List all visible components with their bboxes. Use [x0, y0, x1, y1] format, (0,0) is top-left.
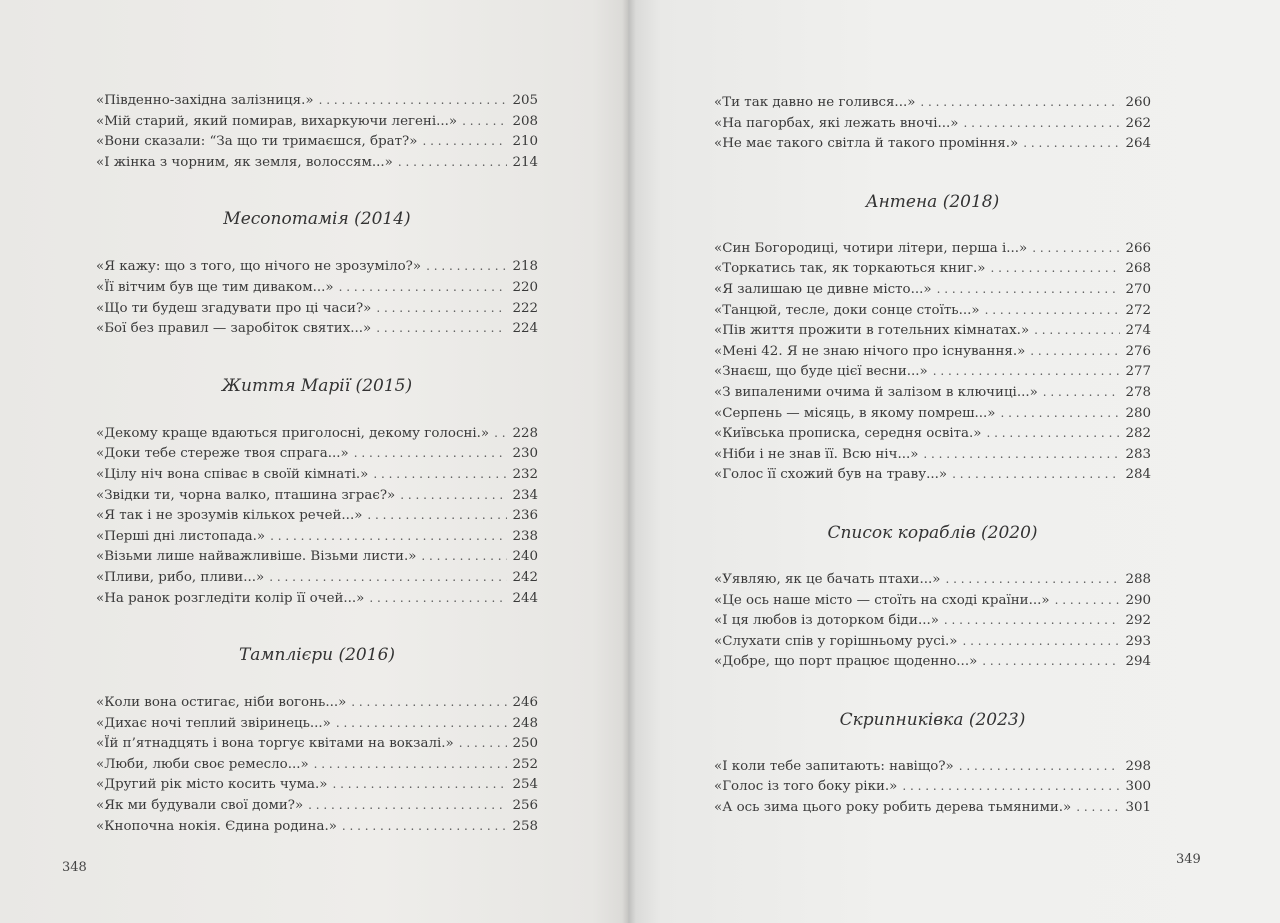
toc-entry	[96, 795, 538, 816]
entry-title: «Серпень — місяць, в якому помреш...»	[714, 405, 996, 421]
spacer	[714, 672, 1151, 709]
entry-page-number: 268	[1125, 261, 1151, 277]
dot-leader	[400, 485, 507, 506]
toc-entry	[714, 464, 1151, 485]
entry-page-number: 238	[512, 528, 538, 544]
entry-page-number: 272	[1125, 302, 1151, 318]
toc-entry	[96, 152, 538, 173]
toc-entry	[714, 797, 1151, 818]
entry-title: «Її вітчим був ще тим диваком...»	[96, 279, 334, 295]
dot-leader	[1023, 133, 1120, 154]
toc-entry	[96, 256, 538, 277]
entry-title: «Перші дні листопада.»	[96, 528, 266, 544]
entry-page-number: 224	[512, 321, 538, 337]
entry-title: «Їй п’ятнадцять і вона торгує квітами на вокзалі.»	[96, 736, 454, 752]
toc-entry	[96, 546, 538, 567]
entry-title: «І коли тебе запитають: навіщо?»	[714, 758, 954, 774]
toc-entry	[96, 464, 538, 485]
section-title: Скрипниківка (2023)	[839, 709, 1026, 730]
entry-title: «Не має такого світла й такого проміння.»	[714, 136, 1019, 152]
entry-title: «Бої без правил — заробіток святих...»	[96, 321, 372, 337]
entry-title: «Люби, люби своє ремесло...»	[96, 756, 309, 772]
dot-leader	[269, 567, 507, 588]
dot-leader	[494, 423, 507, 444]
spacer	[714, 154, 1151, 191]
entry-title: «Мій старий, який помирав, вихаркуючи легені...»	[96, 113, 458, 129]
toc-entry	[96, 131, 538, 152]
entry-title: «Танцюй, тесле, доки сонце стоїть...»	[714, 302, 980, 318]
section-title: Месопотамія (2014)	[223, 209, 411, 230]
toc-entry	[96, 567, 538, 588]
entry-title: «Вони сказали: “За що ти тримаєшся, брат?»	[96, 134, 418, 150]
spacer	[96, 230, 538, 256]
dot-leader	[308, 795, 507, 816]
dot-leader	[336, 713, 508, 734]
entry-page-number: 252	[512, 756, 538, 772]
spacer	[96, 666, 538, 692]
entry-page-number: 266	[1125, 240, 1151, 256]
entry-page-number: 220	[512, 279, 538, 295]
entry-page-number: 248	[512, 715, 538, 731]
dot-leader	[959, 756, 1121, 777]
entry-page-number: 242	[512, 569, 538, 585]
spacer	[96, 608, 538, 644]
section-title: Життя Марії (2015)	[221, 375, 413, 396]
toc-entry	[96, 692, 538, 713]
toc-entry	[96, 733, 538, 754]
right-page	[628, 0, 1280, 923]
toc-entry	[714, 631, 1151, 652]
book-gutter	[622, 0, 636, 923]
entry-page-number: 283	[1125, 446, 1151, 462]
dot-leader	[945, 569, 1120, 590]
dot-leader	[1030, 341, 1120, 362]
entry-page-number: 230	[512, 446, 538, 462]
entry-title: «Син Богородиці, чотири літери, перша і...»	[714, 240, 1028, 256]
dot-leader	[369, 588, 507, 609]
entry-title: «Це ось наше місто — стоїть на сході країни...»	[714, 592, 1050, 608]
entry-page-number: 288	[1125, 571, 1151, 587]
dot-leader	[1001, 403, 1121, 424]
entry-title: «Звідки ти, чорна валко, пташина зграє?»	[96, 487, 396, 503]
entry-page-number: 298	[1125, 758, 1151, 774]
entry-page-number: 290	[1125, 592, 1151, 608]
toc-entry	[714, 651, 1151, 672]
toc-entry	[714, 444, 1151, 465]
toc-entry	[96, 713, 538, 734]
entry-title: «Як ми будували свої доми?»	[96, 798, 304, 814]
dot-leader	[1043, 382, 1121, 403]
entry-title: «Кнопочна нокія. Єдина родина.»	[96, 818, 337, 834]
entry-title: «Візьми лише найважливіше. Візьми листи.»	[96, 549, 417, 565]
dot-leader	[314, 754, 508, 775]
spacer	[714, 485, 1151, 522]
toc-entry	[714, 238, 1151, 259]
entry-title: «Декому краще вдаються приголосні, декому голосні.»	[96, 425, 490, 441]
entry-page-number: 264	[1125, 136, 1151, 152]
entry-page-number: 234	[512, 487, 538, 503]
left-page-number: 348	[62, 860, 87, 875]
toc-entry	[96, 754, 538, 775]
entry-page-number: 292	[1125, 613, 1151, 629]
toc-entry	[96, 816, 538, 837]
dot-leader	[920, 92, 1120, 113]
entry-page-number: 278	[1125, 384, 1151, 400]
entry-page-number: 232	[512, 466, 538, 482]
toc-entry	[96, 298, 538, 319]
entry-page-number: 222	[512, 300, 538, 316]
toc-entry	[714, 279, 1151, 300]
entry-page-number: 256	[512, 798, 538, 814]
entry-page-number: 262	[1125, 115, 1151, 131]
dot-leader	[373, 464, 507, 485]
entry-title: «Пливи, рибо, пливи...»	[96, 569, 265, 585]
toc-entry	[714, 756, 1151, 777]
dot-leader	[422, 131, 507, 152]
right-contents-column	[714, 92, 1151, 818]
dot-leader	[398, 152, 508, 173]
toc-entry	[714, 341, 1151, 362]
dot-leader	[937, 279, 1121, 300]
toc-entry	[714, 403, 1151, 424]
entry-page-number: 282	[1125, 426, 1151, 442]
toc-entry	[714, 569, 1151, 590]
entry-title: «Другий рік місто косить чума.»	[96, 777, 328, 793]
toc-entry	[96, 423, 538, 444]
entry-page-number: 214	[512, 154, 538, 170]
dot-leader	[1076, 797, 1120, 818]
dot-leader	[1032, 238, 1120, 259]
entry-page-number: 284	[1125, 467, 1151, 483]
dot-leader	[923, 444, 1120, 465]
entry-title: «І ця любов із доторком біди...»	[714, 613, 939, 629]
toc-entry	[714, 382, 1151, 403]
toc-entry	[714, 92, 1151, 113]
section-title: Антена (2018)	[865, 191, 1000, 212]
dot-leader	[1034, 320, 1120, 341]
toc-entry	[96, 485, 538, 506]
dot-leader	[421, 546, 507, 567]
dot-leader	[376, 318, 507, 339]
entry-page-number: 240	[512, 549, 538, 565]
entry-title: «Південно-західна залізниця.»	[96, 93, 314, 108]
left-page	[0, 0, 630, 923]
dot-leader	[952, 464, 1120, 485]
dot-leader	[367, 505, 507, 526]
entry-page-number: 274	[1125, 323, 1151, 339]
entry-page-number: 293	[1125, 633, 1151, 649]
entry-page-number: 301	[1125, 800, 1151, 816]
entry-title: «Знаєш, що буде цієї весни...»	[714, 364, 928, 380]
entry-page-number: 218	[512, 259, 538, 275]
left-contents-column	[96, 90, 538, 836]
toc-entry	[714, 320, 1151, 341]
dot-leader	[933, 361, 1121, 382]
entry-page-number: 205	[512, 93, 538, 108]
entry-title: «З випаленими очима й залізом в ключиці...»	[714, 384, 1038, 400]
dot-leader	[990, 258, 1120, 279]
toc-entry	[714, 590, 1151, 611]
entry-title: «Я залишаю це дивне місто...»	[714, 281, 932, 297]
entry-page-number: 300	[1125, 779, 1151, 795]
toc-entry	[96, 774, 538, 795]
toc-entry	[96, 90, 538, 111]
toc-entry	[96, 443, 538, 464]
dot-leader	[944, 610, 1121, 631]
dot-leader	[342, 816, 508, 837]
entry-title: «Київська прописка, середня освіта.»	[714, 426, 982, 442]
dot-leader	[985, 300, 1121, 321]
entry-title: «І жінка з чорним, як земля, волоссям...»	[96, 154, 393, 170]
entry-page-number: 270	[1125, 281, 1151, 297]
section-title: Тамплієри (2016)	[238, 645, 396, 666]
entry-title: «Слухати спів у горішньому русі.»	[714, 633, 958, 649]
entry-page-number: 244	[512, 590, 538, 606]
dot-leader	[963, 113, 1120, 134]
entry-page-number: 276	[1125, 343, 1151, 359]
dot-leader	[459, 733, 508, 754]
spacer	[714, 731, 1151, 756]
entry-page-number: 258	[512, 818, 538, 834]
entry-title: «Уявляю, як це бачать птахи...»	[714, 571, 941, 587]
spacer	[714, 213, 1151, 238]
toc-entry	[96, 318, 538, 339]
entry-title: «Голос її схожий був на траву...»	[714, 467, 948, 483]
dot-leader	[982, 651, 1120, 672]
entry-title: «Ти так давно не голився...»	[714, 95, 916, 110]
entry-page-number: 208	[512, 113, 538, 129]
entry-title: «На пагорбах, які лежать вночі...»	[714, 115, 959, 131]
entry-title: «Я так і не зрозумів кількох речей...»	[96, 508, 363, 524]
entry-title: «Що ти будеш згадувати про ці часи?»	[96, 300, 372, 316]
toc-entry	[96, 588, 538, 609]
entry-page-number: 236	[512, 508, 538, 524]
right-page-number: 349	[1176, 852, 1201, 867]
entry-title: «А ось зима цього року робить дерева тьмяними.»	[714, 800, 1072, 816]
toc-entry	[714, 423, 1151, 444]
entry-title: «Ніби і не знав її. Всю ніч...»	[714, 446, 919, 462]
dot-leader	[962, 631, 1120, 652]
entry-title: «Коли вона остигає, ніби вогонь...»	[96, 695, 347, 711]
entry-page-number: 210	[512, 134, 538, 150]
dot-leader	[354, 443, 508, 464]
entry-page-number: 280	[1125, 405, 1151, 421]
entry-page-number: 246	[512, 695, 538, 711]
dot-leader	[270, 526, 507, 547]
section-title: Список кораблів (2020)	[827, 522, 1038, 543]
dot-leader	[902, 776, 1120, 797]
toc-entry	[714, 300, 1151, 321]
entry-title: «Торкатись так, як торкаються книг.»	[714, 261, 986, 277]
spacer	[96, 397, 538, 423]
dot-leader	[426, 256, 507, 277]
toc-entry	[96, 505, 538, 526]
entry-title: «Цілу ніч вона співає в своїй кімнаті.»	[96, 466, 369, 482]
toc-entry	[714, 776, 1151, 797]
entry-page-number: 260	[1125, 95, 1151, 110]
dot-leader	[987, 423, 1121, 444]
entry-page-number: 277	[1125, 364, 1151, 380]
toc-entry	[96, 277, 538, 298]
toc-entry	[714, 113, 1151, 134]
dot-leader	[351, 692, 507, 713]
spacer	[96, 339, 538, 375]
dot-leader	[1055, 590, 1121, 611]
spacer	[96, 172, 538, 208]
entry-title: «На ранок розгледіти колір її очей...»	[96, 590, 365, 606]
entry-title: «Голос із того боку ріки.»	[714, 779, 898, 795]
toc-entry	[714, 361, 1151, 382]
entry-page-number: 250	[512, 736, 538, 752]
dot-leader	[339, 277, 508, 298]
entry-title: «Дихає ночі теплий звіринець...»	[96, 715, 331, 731]
toc-entry	[714, 610, 1151, 631]
toc-entry	[714, 133, 1151, 154]
dot-leader	[319, 90, 508, 111]
entry-page-number: 228	[512, 425, 538, 441]
toc-entry	[96, 526, 538, 547]
entry-title: «Пів життя прожити в готельних кімнатах.»	[714, 323, 1030, 339]
entry-title: «Мені 42. Я не знаю нічого про існування.»	[714, 343, 1026, 359]
toc-entry	[96, 111, 538, 132]
entry-title: «Добре, що порт працює щоденно...»	[714, 654, 978, 670]
entry-title: «Я кажу: що з того, що нічого не зрозуміло?»	[96, 259, 422, 275]
dot-leader	[376, 298, 507, 319]
entry-title: «Доки тебе стереже твоя спрага...»	[96, 446, 349, 462]
toc-entry	[714, 258, 1151, 279]
dot-leader	[462, 111, 507, 132]
dot-leader	[332, 774, 507, 795]
entry-page-number: 294	[1125, 654, 1151, 670]
entry-page-number: 254	[512, 777, 538, 793]
spacer	[714, 544, 1151, 569]
